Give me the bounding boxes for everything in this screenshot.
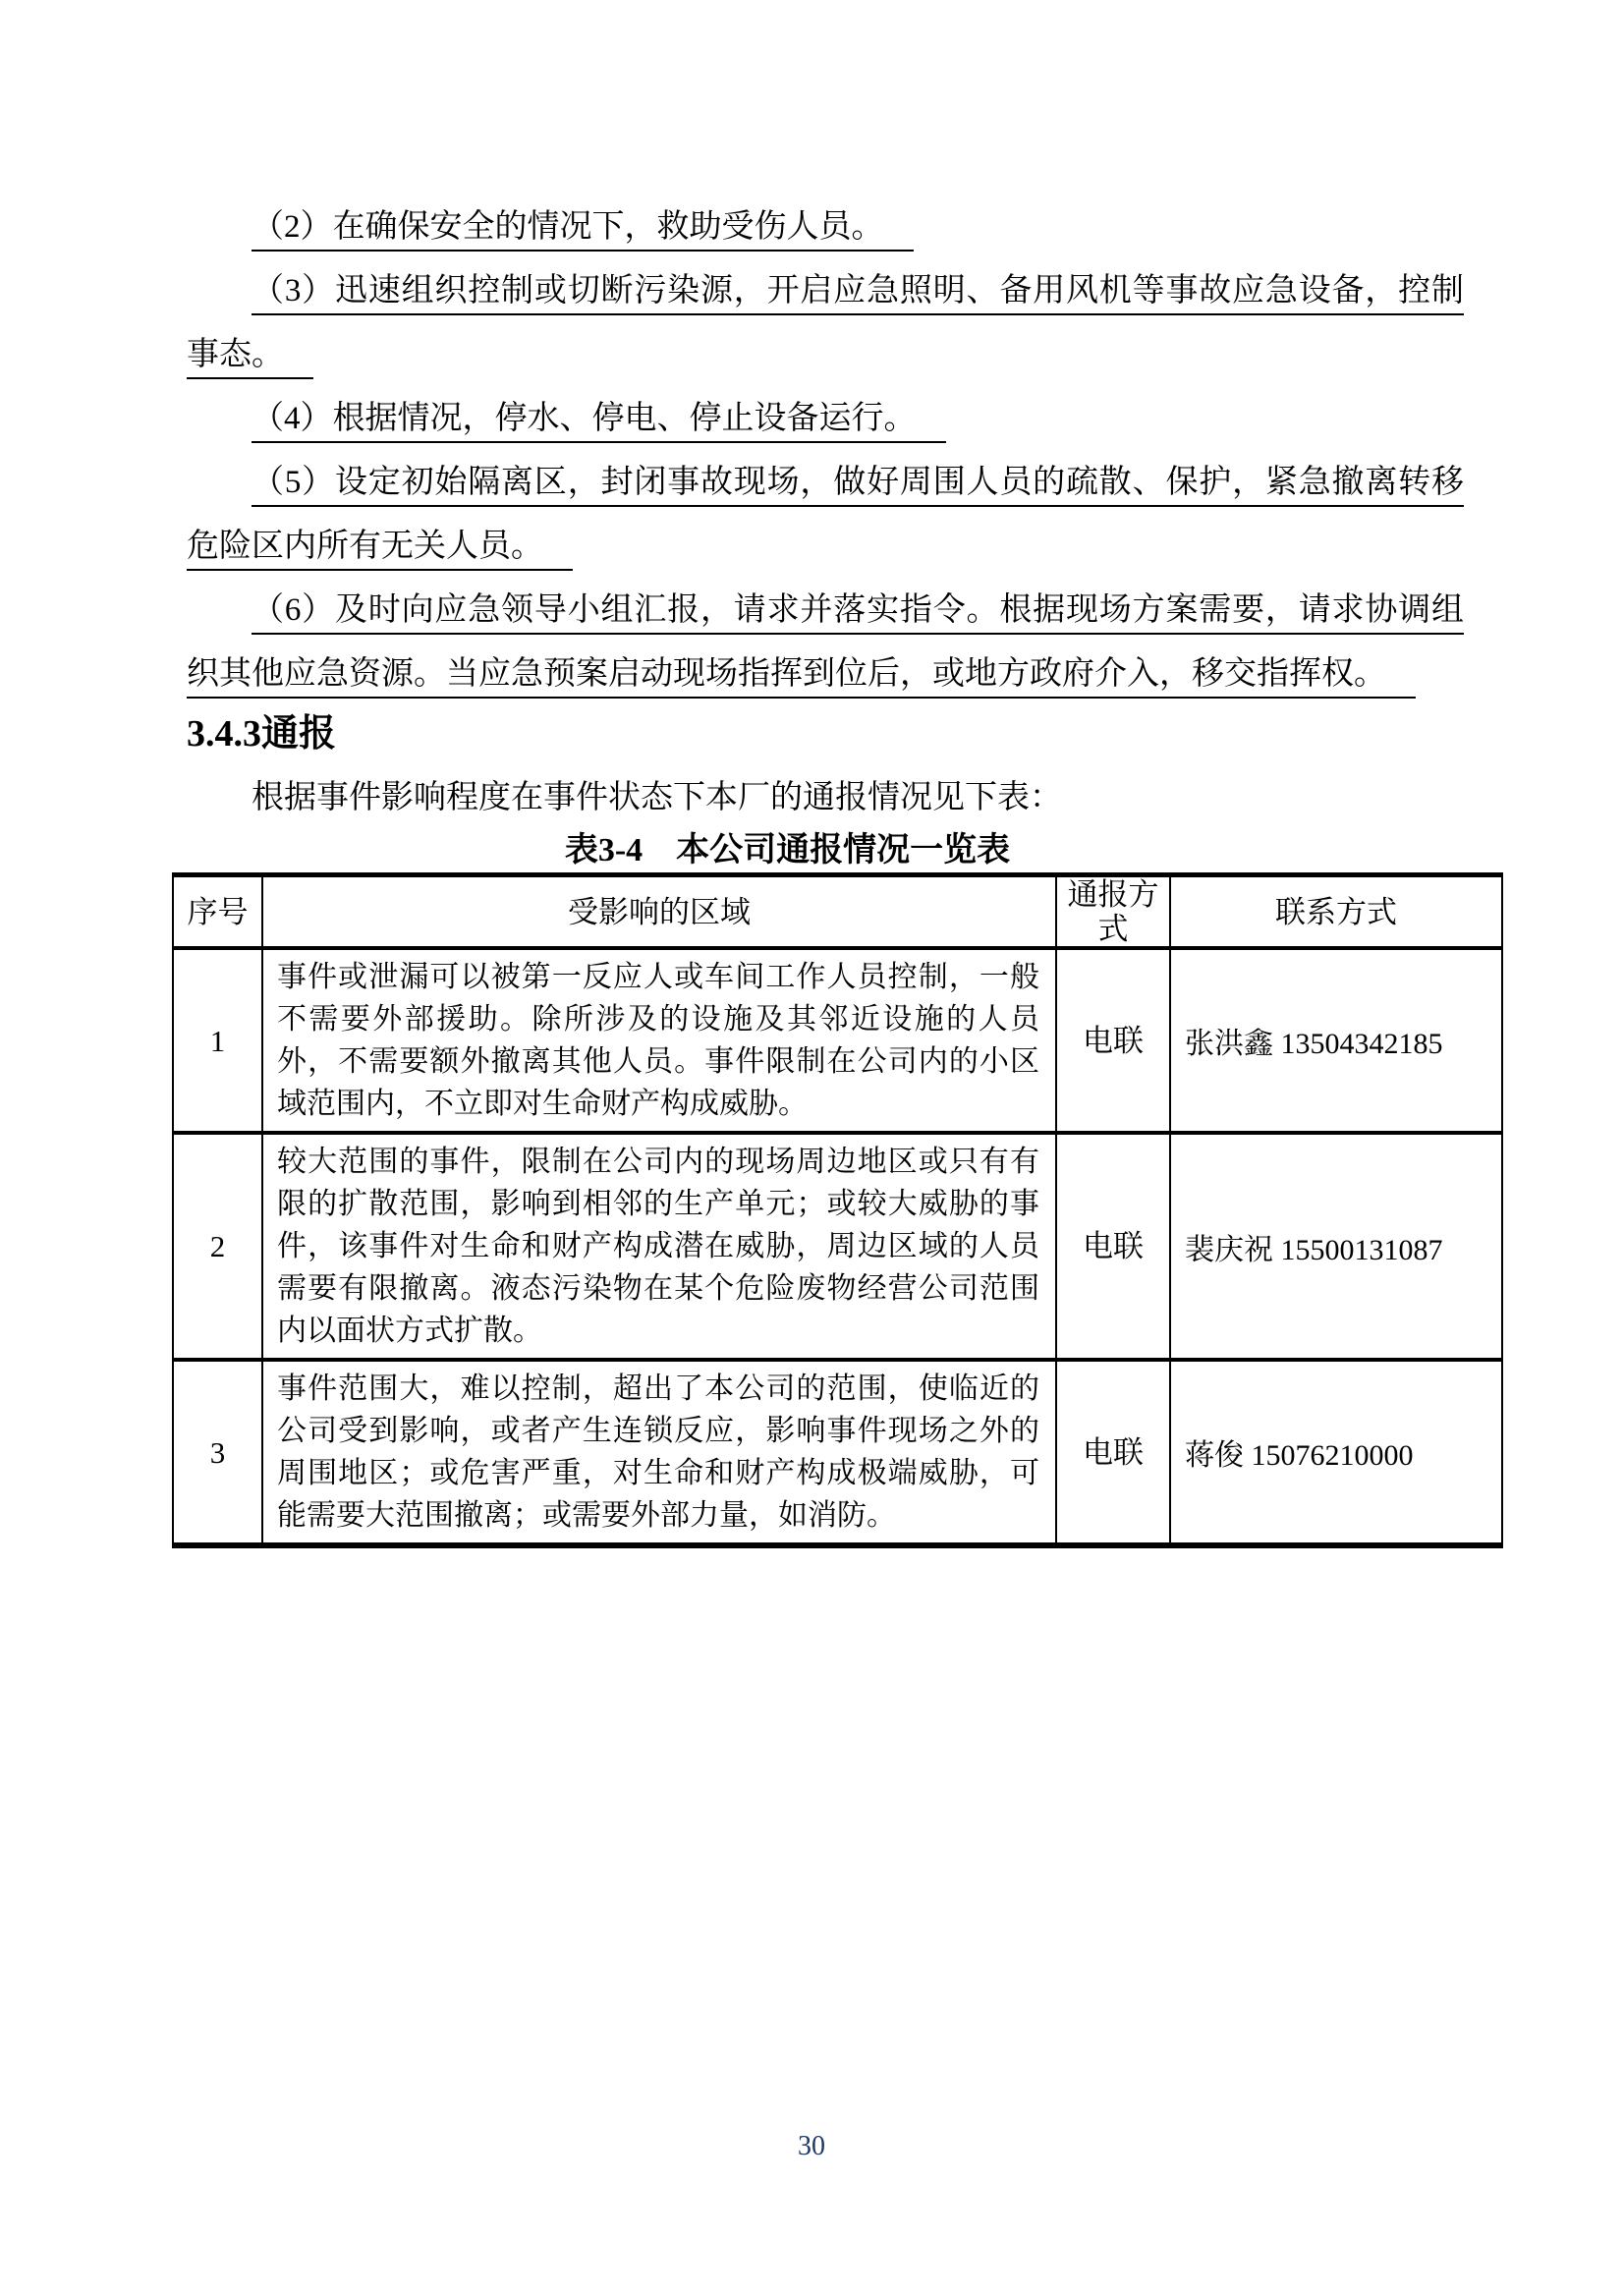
- header-cell-method: 通报方式: [1056, 875, 1170, 949]
- paragraph-line-4: [187, 387, 1464, 451]
- header-cell-contact: 联系方式: [1170, 875, 1502, 949]
- paragraph-line-4-text: （4）根据情况，停水、停电、停止设备运行。: [252, 401, 946, 443]
- table-row: [173, 1360, 1502, 1545]
- cell-area: 事件或泄漏可以被第一反应人或车间工作人员控制，一般不需要外部援助。除所涉及的设施及其邻近设施的人员外，不需要额外撤离其他人员。事件限制在公司内的小区域范围内，不立即对生命财产构成威胁。: [262, 948, 1056, 1133]
- cell-area: 较大范围的事件，限制在公司内的现场周边地区或只有有限的扩散范围，影响到相邻的生产单元；或较大威胁的事件，该事件对生命和财产构成潜在威胁，周边区域的人员需要有限撤离。液态污染物在某个危险废物经营公司范围内以面状方式扩散。: [262, 1133, 1056, 1360]
- page-number: 30: [798, 2131, 825, 2161]
- cell-index: 2: [173, 1133, 262, 1360]
- table-row: [173, 1133, 1502, 1360]
- paragraph-line-3b: [187, 323, 1464, 387]
- paragraph-line-3b-text: 事态。: [187, 337, 313, 379]
- paragraph-line-5a: [187, 451, 1464, 515]
- paragraph-line-6a: [187, 579, 1464, 643]
- table-header-row: [173, 875, 1502, 949]
- header-cell-area: 受影响的区域: [262, 875, 1056, 949]
- paragraph-line-6a-text: （6）及时向应急领导小组汇报，请求并落实指令。根据现场方案需要，请求协调组: [252, 592, 1464, 635]
- cell-method: 电联: [1056, 1360, 1170, 1545]
- section-heading: 3.4.3通报: [187, 713, 337, 755]
- notification-table: [172, 872, 1503, 1548]
- cell-area: 事件范围大，难以控制，超出了本公司的范围，使临近的公司受到影响，或者产生连锁反应，影响事件现场之外的周围地区；或危害严重，对生命和财产构成极端威胁，可能需要大范围撤离；或需要外部力量，如消防。: [262, 1360, 1056, 1545]
- paragraph-line-3a: [187, 259, 1464, 323]
- paragraph-line-5a-text: （5）设定初始隔离区，封闭事故现场，做好周围人员的疏散、保护，紧急撤离转移: [252, 465, 1464, 507]
- paragraph-line-5b-text: 危险区内所有无关人员。: [187, 529, 573, 571]
- cell-method: 电联: [1056, 948, 1170, 1133]
- cell-contact: 蒋俊 15076210000: [1170, 1360, 1502, 1545]
- paragraph-line-5b: [187, 515, 1464, 579]
- cell-contact: 张洪鑫 13504342185: [1170, 948, 1502, 1133]
- body-paragraphs: [187, 196, 1464, 706]
- cell-method: 电联: [1056, 1133, 1170, 1360]
- paragraph-line-6b-text: 织其他应急资源。当应急预案启动现场指挥到位后，或地方政府介入，移交指挥权。: [187, 656, 1416, 699]
- table-row: [173, 948, 1502, 1133]
- paragraph-line-6b: [187, 643, 1464, 706]
- cell-index: 1: [173, 948, 262, 1133]
- table-title: 表3-4 本公司通报情况一览表: [564, 832, 1011, 868]
- intro-paragraph: 根据事件影响程度在事件状态下本厂的通报情况见下表：: [252, 780, 1062, 815]
- paragraph-line-2: [187, 196, 1464, 259]
- paragraph-line-3a-text: （3）迅速组织控制或切断污染源，开启应急照明、备用风机等事故应急设备，控制: [252, 273, 1464, 315]
- header-cell-index: 序号: [173, 875, 262, 949]
- paragraph-line-2-text: （2）在确保安全的情况下，救助受伤人员。: [252, 209, 914, 252]
- cell-index: 3: [173, 1360, 262, 1545]
- cell-contact: 裴庆祝 15500131087: [1170, 1133, 1502, 1360]
